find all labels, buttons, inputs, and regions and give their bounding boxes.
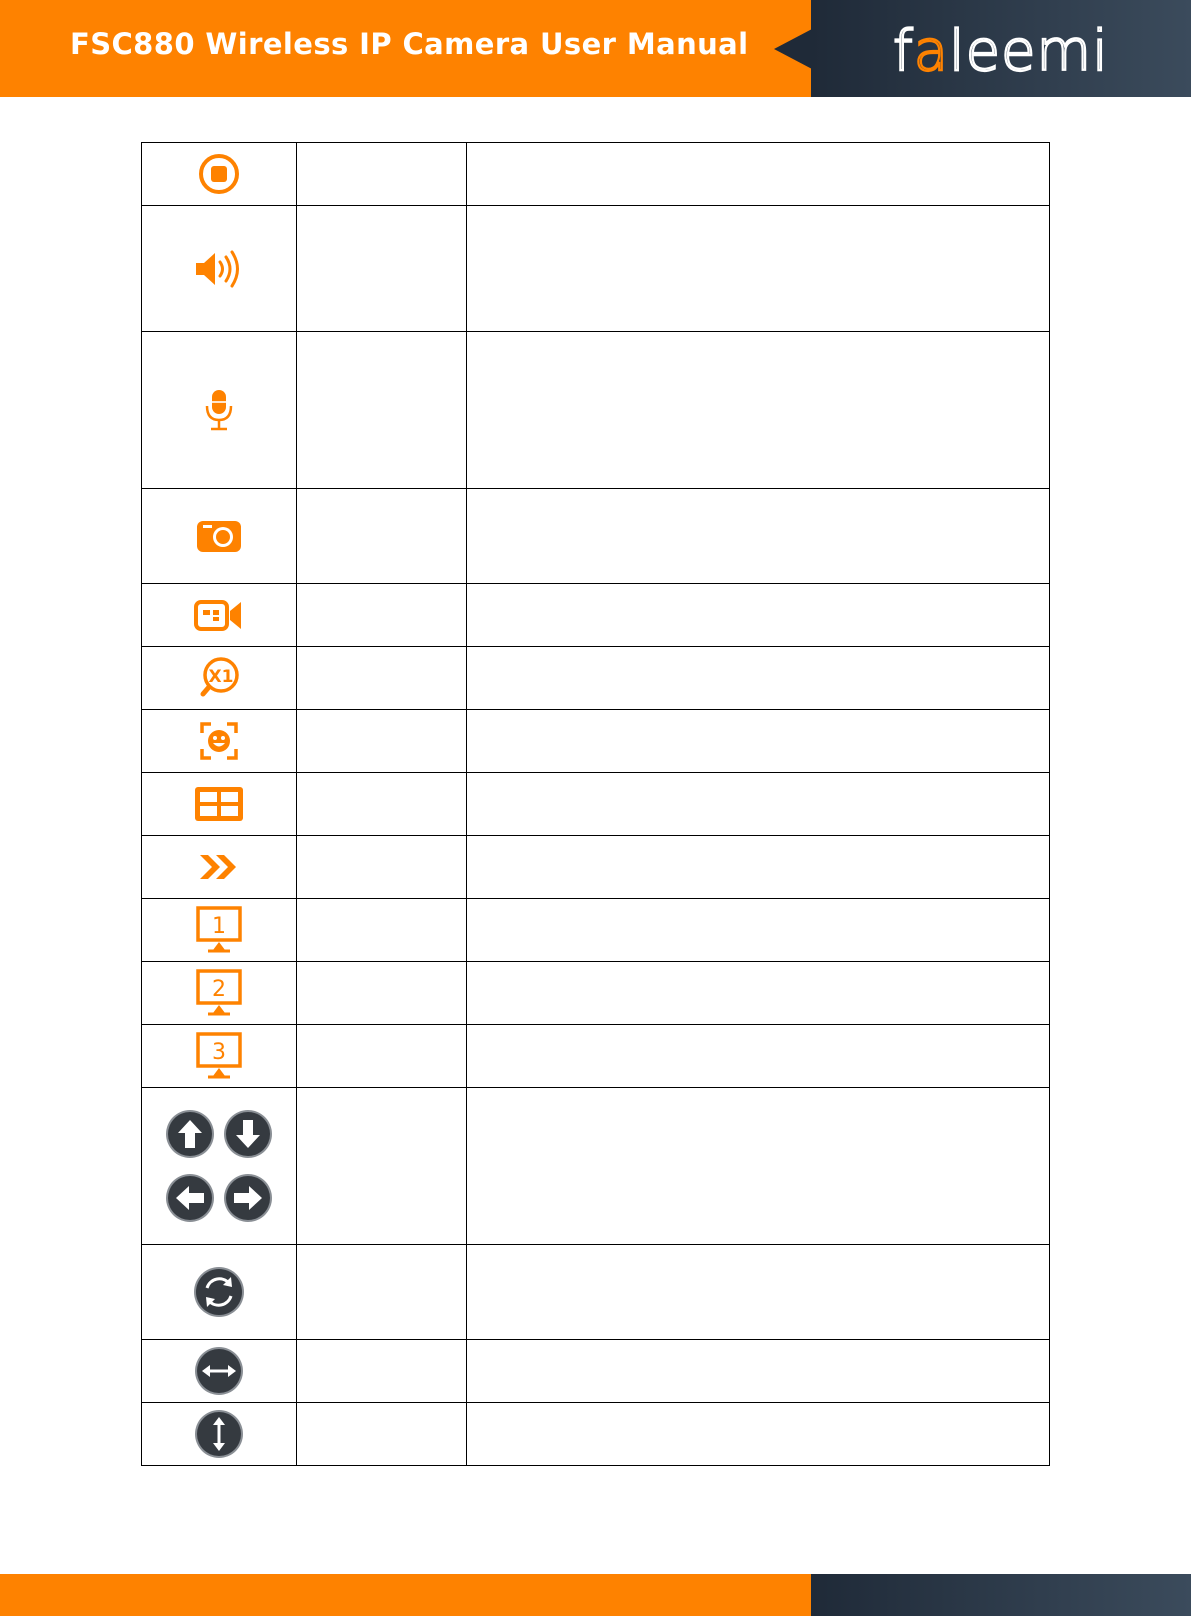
name-cell: [297, 489, 467, 584]
zoom-label: X1: [208, 667, 234, 687]
table-row: [142, 899, 1050, 962]
horizontal-cruise-icon: [194, 1346, 244, 1396]
name-cell: [297, 1340, 467, 1403]
name-cell: [297, 836, 467, 899]
table-row: [142, 1245, 1050, 1340]
table-row: [142, 584, 1050, 647]
table-row: [142, 332, 1050, 489]
table-row: [142, 836, 1050, 899]
description-cell: [467, 962, 1050, 1025]
toolbar-icon-table: [141, 142, 1050, 1466]
name-cell: [297, 584, 467, 647]
preset-2-monitor-icon: [195, 969, 243, 1017]
table-row: [142, 710, 1050, 773]
name-cell: [297, 1403, 467, 1466]
icon-cell: [142, 1403, 297, 1466]
name-cell: [297, 1025, 467, 1088]
description-cell: [467, 143, 1050, 206]
preset-number: 3: [212, 1040, 226, 1065]
description-cell: [467, 836, 1050, 899]
name-cell: [297, 899, 467, 962]
description-cell: [467, 647, 1050, 710]
video-record-icon: [193, 598, 245, 632]
icon-cell: [142, 206, 297, 332]
table-row: [142, 143, 1050, 206]
right-arrow-icon: [224, 1174, 272, 1222]
icon-cell: [142, 1340, 297, 1403]
document-title: FSC880 Wireless IP Camera User Manual: [70, 27, 749, 61]
icon-cell: [142, 1025, 297, 1088]
description-cell: [467, 1245, 1050, 1340]
table-row: [142, 489, 1050, 584]
name-cell: [297, 1088, 467, 1245]
icon-cell: [142, 1245, 297, 1340]
description-cell: [467, 332, 1050, 489]
page-footer: [0, 1574, 1191, 1616]
name-cell: [297, 710, 467, 773]
name-cell: [297, 647, 467, 710]
page-header: [0, 0, 1191, 97]
name-cell: [297, 1245, 467, 1340]
icon-cell: [142, 899, 297, 962]
icon-cell: [142, 489, 297, 584]
speaker-icon: [193, 247, 245, 291]
name-cell: [297, 143, 467, 206]
icon-cell: [142, 773, 297, 836]
snapshot-camera-icon: [195, 518, 243, 554]
icon-cell: [142, 647, 297, 710]
description-cell: [467, 1340, 1050, 1403]
left-arrow-icon: [166, 1174, 214, 1222]
description-cell: [467, 489, 1050, 584]
description-cell: [467, 1025, 1050, 1088]
table-row: [142, 962, 1050, 1025]
table-row: [142, 773, 1050, 836]
microphone-icon: [203, 388, 235, 432]
footer-dark-band: [811, 1574, 1191, 1616]
table-row: [142, 647, 1050, 710]
name-cell: [297, 962, 467, 1025]
preset-3-monitor-icon: [195, 1032, 243, 1080]
table-row: [142, 1088, 1050, 1245]
icon-cell: [142, 1088, 297, 1245]
icon-cell: [142, 584, 297, 647]
table-row: [142, 1025, 1050, 1088]
name-cell: [297, 206, 467, 332]
down-arrow-icon: [224, 1110, 272, 1158]
description-cell: [467, 1403, 1050, 1466]
description-cell: [467, 206, 1050, 332]
table-row: [142, 206, 1050, 332]
brand-wordmark: faleemi: [893, 19, 1109, 80]
footer-orange-band: [0, 1574, 811, 1616]
brand-logo: [893, 18, 1111, 80]
table-row: [142, 1403, 1050, 1466]
preset-number: 2: [212, 977, 226, 1002]
double-chevron-right-icon: [198, 852, 240, 882]
icon-cell: [142, 962, 297, 1025]
stop-record-icon: [197, 152, 241, 196]
vertical-cruise-icon: [194, 1409, 244, 1459]
multi-view-grid-icon: [193, 785, 245, 823]
description-cell: [467, 899, 1050, 962]
description-cell: [467, 710, 1050, 773]
icon-cell: [142, 710, 297, 773]
table-row: [142, 1340, 1050, 1403]
description-cell: [467, 584, 1050, 647]
icon-cell: [142, 836, 297, 899]
icon-cell: [142, 143, 297, 206]
face-detect-icon: [199, 721, 239, 761]
ptz-direction-arrows-icon: [163, 1106, 275, 1226]
preset-1-monitor-icon: [195, 906, 243, 954]
name-cell: [297, 773, 467, 836]
description-cell: [467, 1088, 1050, 1245]
name-cell: [297, 332, 467, 489]
icon-cell: [142, 332, 297, 489]
preset-number: 1: [212, 914, 226, 939]
zoom-x1-icon: [197, 656, 241, 700]
cruise-rotate-icon: [193, 1266, 245, 1318]
description-cell: [467, 773, 1050, 836]
header-notch: [774, 29, 812, 69]
up-arrow-icon: [166, 1110, 214, 1158]
